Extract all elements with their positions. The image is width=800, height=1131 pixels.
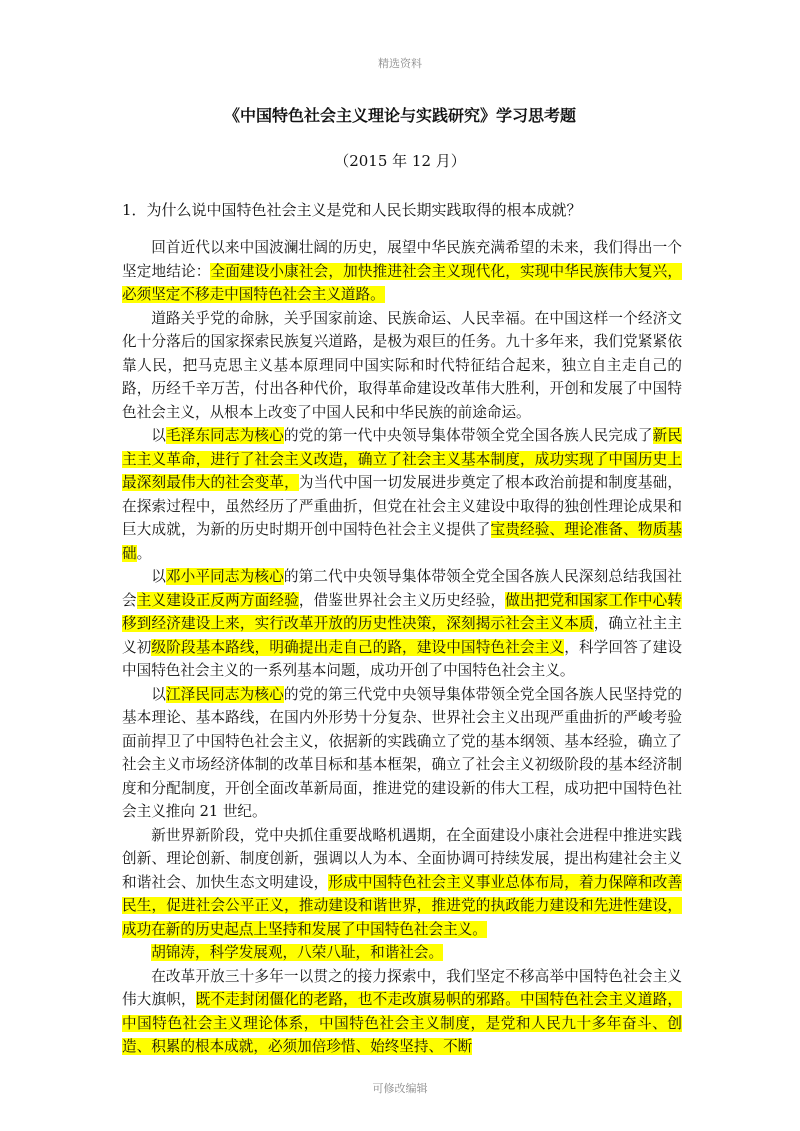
paragraph [122, 424, 682, 565]
highlighted-text: 毛泽东同志为核心 [165, 427, 284, 444]
text-run: 的党的第一代中央领导集体带领全党全国各族人民完成了 [283, 427, 653, 444]
text-run: 以 [151, 427, 166, 444]
text-run: 道路关乎党的命脉，关乎国家前途、民族命运、人民幸福。在中国这样一个经济文化十分落后的国家探索民族复兴道路，是极为艰巨的任务。九十多年来，我们党紧紧依靠人民，把马克思主义基本原理同中国实际和时代特征结合起来，独立自主走自己的路，历经千辛万苦，付出各种代价，取得革命建设改革伟大胜利，开创和发展了中国特色社会主义，从根本上改变了中国人民和中华民族的前途命运。 [122, 309, 682, 421]
highlighted-text: 全面建设小康社会，加快推进社会主义现代化，实现中华民族伟大复兴，必须坚定不移走中国特色社会主义道路。 [122, 262, 682, 303]
paragraph [122, 307, 682, 425]
highlighted-text: 新民主主义革命，进行了社会主义改造，确立了社会主义基本制度，成功实现了中国历史上最深刻最伟大的社会变革， [122, 427, 682, 491]
text-run: ，确立社主主义初 [122, 615, 682, 656]
text-run: 的党的第三代党中央领导集体带领全党全国各族人民坚持党的基本理论、基本路线，在国内外形势十分复杂、世界社会主义出现严重曲折的严峻考验面前捍卫了中国特色社会主义，依据新的实践确立了党的基本纲领、基本经验，确立了社会主义市场经济体制的改革目标和基本框架，确立了社会主义初级阶段的基本经济制度和分配制度，开创全面改革新局面，推进党的建设新的伟大工程，成功把中国特色社会主义推向 21 世纪。 [122, 685, 682, 820]
highlighted-text: 胡锦涛，科学发展观，八荣八耻，和谐社会。 [151, 944, 444, 961]
highlighted-text: 江泽民同志为核心 [165, 685, 284, 703]
highlighted-text: 邓小平同志为核心 [165, 568, 284, 585]
page-footer: 可修改编辑 [372, 1082, 428, 1095]
paragraph [122, 965, 682, 1059]
highlighted-text: 宝贵经验、理论准备、物质基础 [122, 521, 682, 562]
question-heading: 1．为什么说中国特色社会主义是党和人民长期实践取得的根本成就？ [122, 201, 582, 219]
text-run: 。 [136, 544, 152, 562]
paragraph [122, 683, 682, 824]
text-run: 为当代中国一切发展进步奠定了根本政治前提和制度基础，在探索过程中，虽然经历了严重曲折，但党在社会主义建设中取得的独创性理论成果和巨大成就，为新的历史时期开创中国特色社会主义提供了 [122, 474, 682, 538]
highlighted-text: 形成中国特色社会主义事业总体布局，着力保障和改善民生，促进社会公平正义，推动建设和谐世界，推进党的执政能力建设和先进性建设，成功在新的历史起点上坚持和发展了中国特色社会主义。 [122, 873, 682, 938]
text-run: 回首近代以来中国波澜壮阔的历史，展望中华民族充满希望的未来，我们得出一个坚定地结论： [122, 239, 682, 280]
document-title: 《中国特色社会主义理论与实践研究》学习思考题 [223, 106, 576, 125]
text-run: ，借鉴世界社会主义历史经验， [298, 591, 506, 609]
paragraph [122, 824, 682, 942]
paragraph [122, 565, 682, 683]
highlighted-text: 做出把党和国家工作中心转移到经济建设上来，实行改革开放的历史性决策，深刻揭示社会主义本质 [122, 591, 682, 632]
paragraph [122, 236, 682, 307]
paragraph [122, 941, 682, 965]
highlighted-text: 主义建设正反两方面经验 [136, 591, 299, 609]
text-run: 在改革开放三十多年一以贯之的接力探索中，我们坚定不移高举中国特色社会主义伟大旗帜， [122, 967, 682, 1008]
body-text [122, 236, 682, 1059]
text-run: ，科学回答了建设中国特色社会主义的一系列基本问题，成功开创了中国特色社会主义。 [122, 638, 682, 679]
text-run: 以 [151, 685, 166, 703]
page-header: 精选资料 [378, 57, 422, 70]
highlighted-text: 既不走封闭僵化的老路，也不走改旗易帜的邪路。中国特色社会主义道路，中国特色社会主义理论体系，中国特色社会主义制度，是党和人民九十多年奋斗、创造、积累的根本成就，必须加倍珍惜、始终坚持、不断 [122, 991, 682, 1055]
document-date: （2015 年 12 月） [334, 152, 466, 170]
text-run: 以 [151, 568, 166, 585]
highlighted-text: 级阶段基本路线，明确提出走自己的路，建设中国特色社会主义 [151, 638, 565, 656]
text-run: 的第二代中央领导集体带领全党全国各族人民深刻总结我国社会 [122, 568, 682, 609]
text-run: 新世界新阶段，党中央抓住重要战略机遇期，在全面建设小康社会进程中推进实践创新、理论创新、制度创新，强调以人为本、全面协调可持续发展，提出构建社会主义和谐社会、加快生态文明建设， [122, 826, 682, 891]
